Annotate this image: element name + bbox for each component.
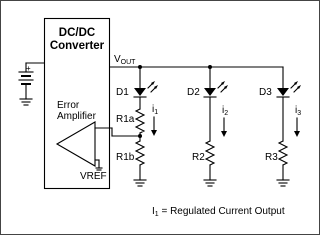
led-d3 (277, 67, 301, 97)
vref-label: VREF (80, 171, 107, 182)
converter-title-line1: DC/DC (58, 27, 96, 39)
diode-label-d1: D1 (116, 87, 129, 98)
resistor-r1b (136, 141, 144, 165)
resistor-r2 (206, 141, 214, 165)
resistor-r3 (279, 141, 287, 165)
resistor-label-r2: R2 (192, 152, 205, 163)
amplifier-label-line1: Error (57, 100, 80, 111)
resistor-label-r1b: R1b (116, 152, 135, 163)
converter-title-line2: Converter (49, 40, 105, 52)
battery-minus: − (26, 79, 31, 88)
error-amplifier (57, 122, 95, 166)
diode-label-d3: D3 (259, 87, 272, 98)
current-label-3: $i_3$ (295, 105, 302, 117)
resistor-label-r1a: R1a (116, 114, 135, 125)
resistor-r1a (136, 109, 144, 133)
vout-label: $V_{OUT}$ (114, 54, 136, 66)
battery-symbol (19, 63, 44, 105)
battery-plus: + (26, 64, 31, 73)
caption-note: $I_1$ = Regulated Current Output (152, 206, 285, 218)
resistor-label-r3: R3 (265, 152, 278, 163)
amplifier-label-line2: Amplifier (57, 111, 96, 122)
led-d1 (134, 67, 158, 97)
current-label-1: $i_1$ (152, 104, 159, 116)
led-d2 (204, 67, 228, 97)
diode-label-d2: D2 (187, 87, 200, 98)
current-label-2: $i_2$ (222, 105, 229, 117)
